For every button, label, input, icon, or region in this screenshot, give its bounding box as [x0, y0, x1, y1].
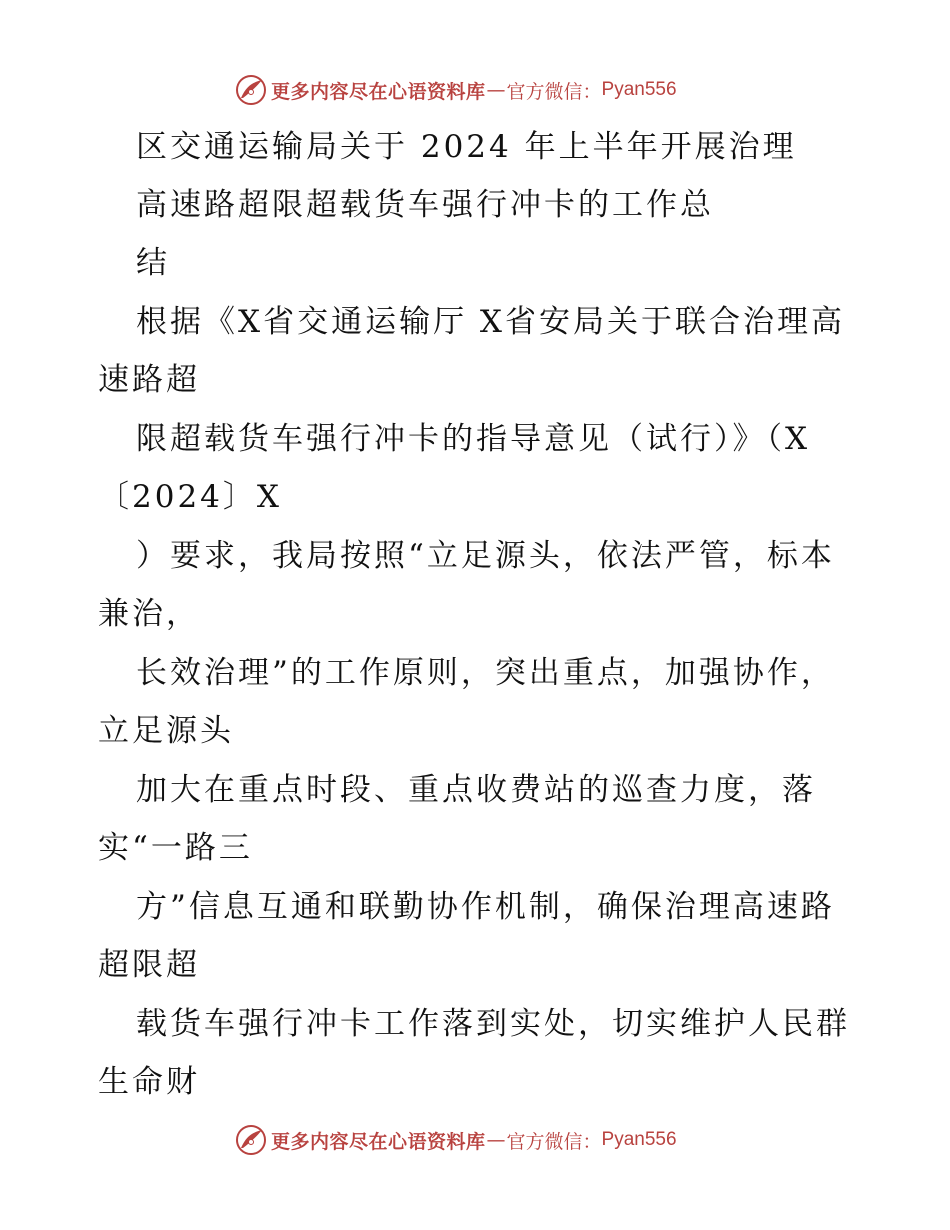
body-line: 立足源头 [98, 713, 234, 749]
banner-brand-text: 更多内容尽在心语资料库 [271, 80, 486, 103]
body-line: 实“一路三 [98, 830, 253, 866]
body-line: 限超载货车强行冲卡的指导意见（试行）》（X [136, 421, 811, 457]
body-line: 长效治理”的工作原则，突出重点，加强协作， [136, 655, 835, 691]
body-line: 生命财 [98, 1064, 200, 1100]
document-title-line: 高速路超限超载货车强行冲卡的工作总 [136, 187, 714, 223]
pen-logo-icon [235, 1124, 267, 1156]
banner-brand-text: 更多内容尽在心语资料库 [271, 1130, 486, 1153]
banner-wechat-label: 官方微信： [506, 80, 602, 103]
banner-wechat-label: 官方微信： [506, 1130, 602, 1153]
body-line: 超限超 [98, 947, 200, 983]
pen-logo-icon [235, 74, 267, 106]
body-line: 载货车强行冲卡工作落到实处，切实维护人民群 [136, 1006, 850, 1042]
banner-account: Pyan556 [601, 79, 677, 100]
body-line: 方”信息互通和联勤协作机制，确保治理高速路 [136, 889, 835, 925]
body-line: 加大在重点时段、重点收费站的巡查力度，落 [136, 772, 816, 808]
body-line: 〔2024〕X [98, 479, 282, 515]
banner-dash: — [486, 1129, 506, 1151]
banner-account: Pyan556 [601, 1129, 677, 1150]
banner-dash: — [486, 79, 506, 101]
document-title-line: 区交通运输局关于 2024 年上半年开展治理 [136, 129, 797, 165]
body-line: ）要求，我局按照“立足源头，依法严管，标本 [136, 538, 835, 574]
header-banner [235, 73, 677, 107]
footer-banner [235, 1123, 677, 1157]
document-title-line: 结 [136, 245, 170, 281]
body-line: 兼治， [98, 596, 200, 632]
body-line: 根据《X省交通运输厅 X省安局关于联合治理高 [136, 304, 845, 340]
body-line: 速路超 [98, 362, 200, 398]
